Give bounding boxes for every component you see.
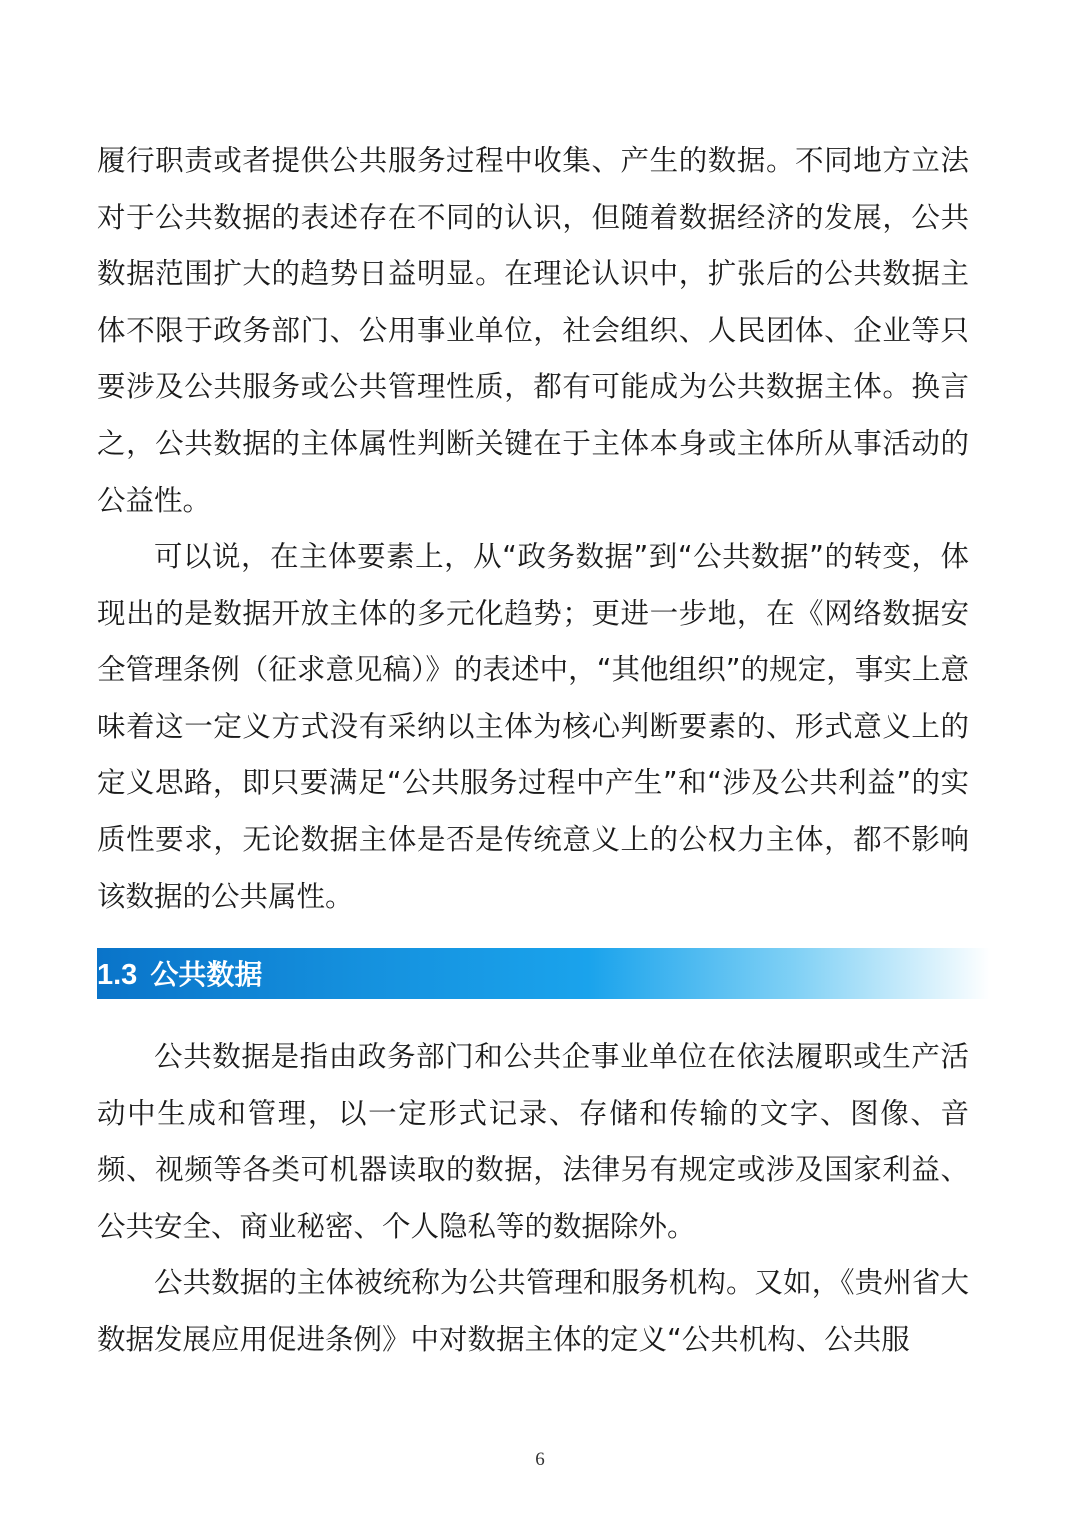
body-paragraph: 履行职责或者提供公共服务过程中收集、产生的数据。不同地方立法对于公共数据的表述存在不同的认识，但随着数据经济的发展，公共数据范围扩大的趋势日益明显。在理论认识中，扩张后的公共数据主体不限于政务部门、公用事业单位，社会组织、人民团体、企业等只要涉及公共服务或公共管理性质，都有可能成为公共数据主体。换言之，公共数据的主体属性判断关键在于主体本身或主体所从事活动的公益性。: [97, 144, 969, 517]
section-number: 1.3: [97, 959, 138, 991]
section-heading: [97, 948, 262, 999]
section-heading-bar: [97, 948, 990, 999]
body-paragraph: 公共数据的主体被统称为公共管理和服务机构。又如，《贵州省大数据发展应用促进条例》中对数据主体的定义“公共机构、公共服: [97, 1266, 969, 1356]
body-paragraph: 公共数据是指由政务部门和公共企事业单位在依法履职或生产活动中生成和管理，以一定形式记录、存储和传输的文字、图像、音频、视频等各类可机器读取的数据，法律另有规定或涉及国家利益、公共安全、商业秘密、个人隐私等的数据除外。: [97, 1040, 969, 1243]
body-paragraph: 可以说，在主体要素上，从“政务数据”到“公共数据”的转变，体现出的是数据开放主体的多元化趋势；更进一步地，在《网络数据安全管理条例（征求意见稿）》的表述中，“其他组织”的规定，事实上意味着这一定义方式没有采纳以主体为核心判断要素的、形式意义上的定义思路，即只要满足“公共服务过程中产生”和“涉及公共利益”的实质性要求，无论数据主体是否是传统意义上的公权力主体，都不影响该数据的公共属性。: [97, 540, 969, 913]
page-number: 6: [535, 1449, 545, 1470]
section-title: 公共数据: [150, 958, 263, 991]
